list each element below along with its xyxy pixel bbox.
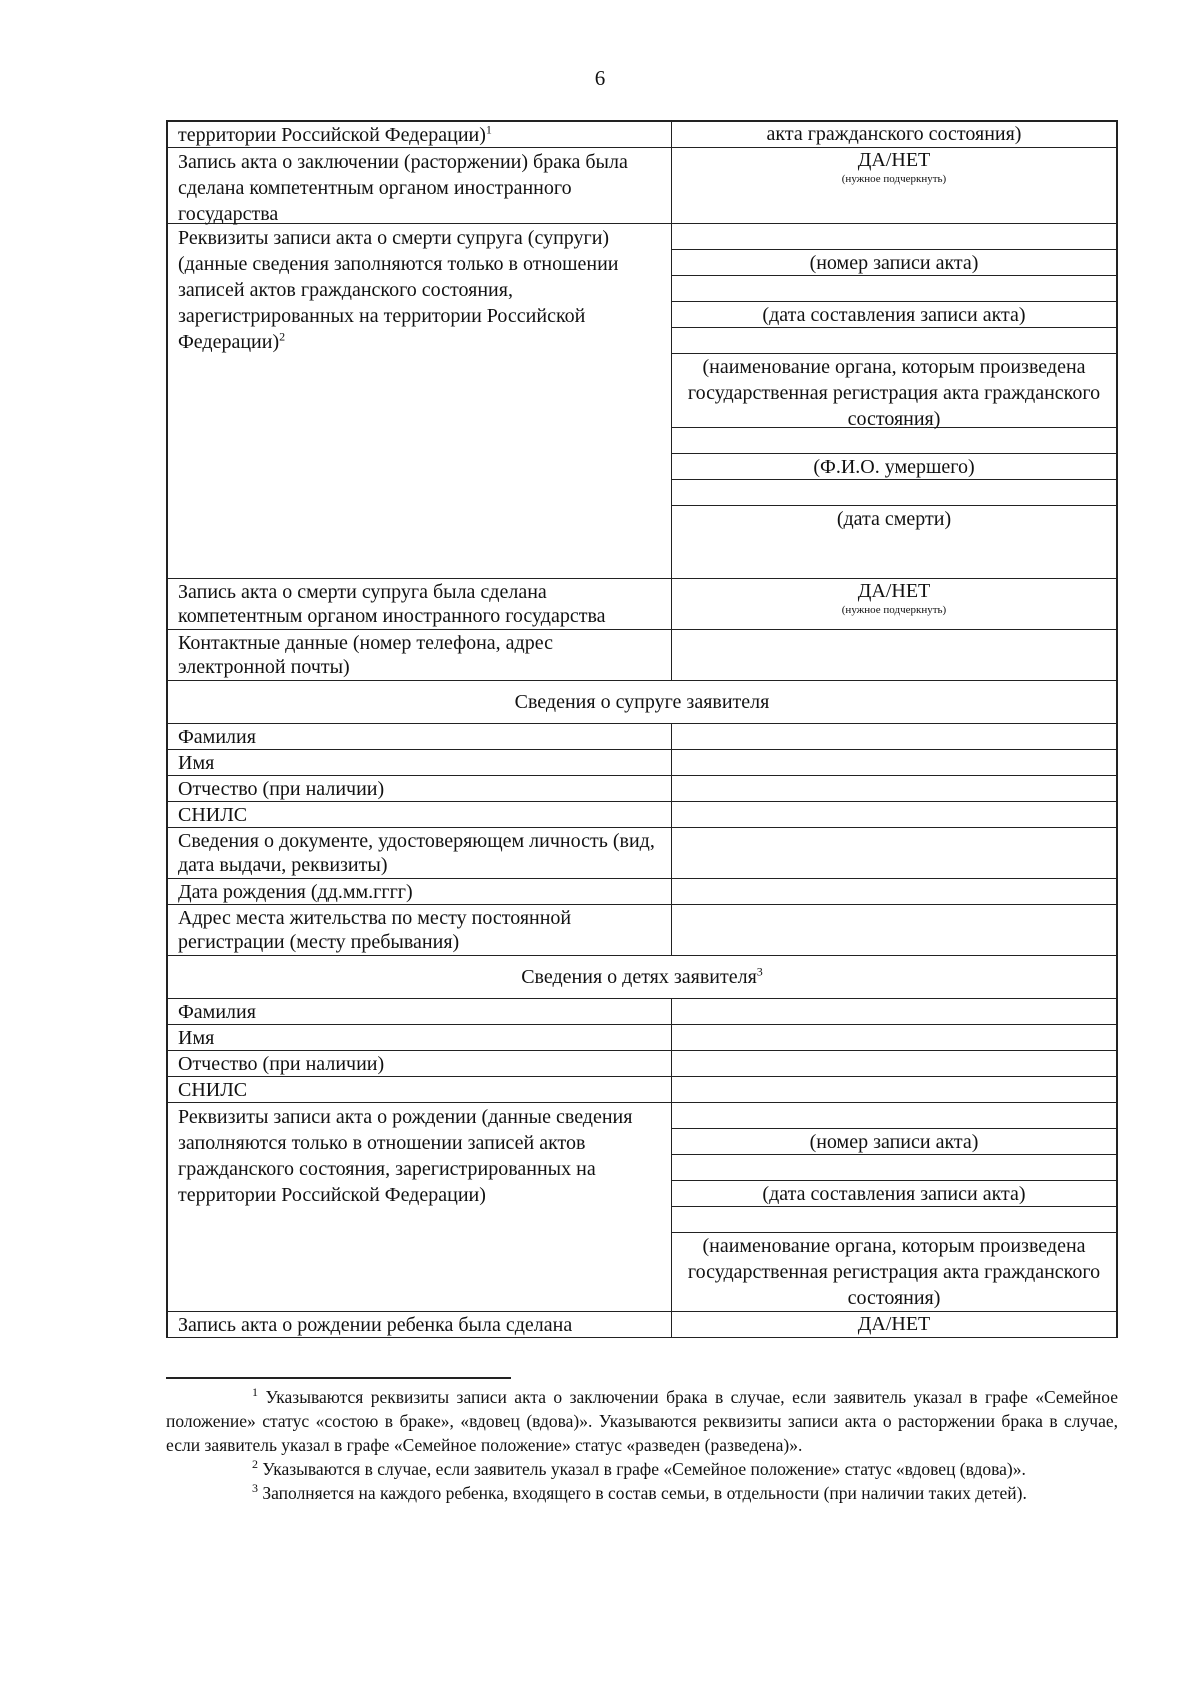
yes-no-label: ДА/НЕТ xyxy=(857,149,931,171)
table-row xyxy=(166,999,1118,1025)
field-caption: (номер записи акта) xyxy=(672,250,1116,276)
field-caption: (Ф.И.О. умершего) xyxy=(672,454,1116,480)
underline-note: (нужное подчеркнуть) xyxy=(841,604,947,616)
row-label: Отчество (при наличии) xyxy=(168,1051,672,1076)
footnote-ref-3: 3 xyxy=(756,964,763,979)
row-label-text: Реквизиты записи акта о смерти супруга (супруги) (данные сведения заполняются только в отношении записей актов гражданского состояния, зарегистрированных на территории Российской Федерации) xyxy=(178,227,619,353)
footnote-ref-2: 2 xyxy=(279,329,286,344)
row-label: Адрес места жительства по месту постоянной регистрации (месту пребывания) xyxy=(168,905,672,955)
row-label: Запись акта о заключении (расторжении) брака была сделана компетентным органом иностранного государства xyxy=(168,148,672,223)
table-row xyxy=(166,120,1118,148)
row-label: СНИЛС xyxy=(168,1077,672,1102)
row-label: Имя xyxy=(168,1025,672,1050)
footnote-number: 1 xyxy=(252,1385,258,1400)
table-row xyxy=(166,224,1118,579)
table-row xyxy=(166,1103,1118,1312)
row-label: Контактные данные (номер телефона, адрес электронной почты) xyxy=(168,630,672,680)
spouse-id-document-field[interactable] xyxy=(672,828,1116,878)
death-record-number-field[interactable] xyxy=(672,224,1116,250)
field-caption: (наименование органа, которым произведена государственная регистрация акта гражданского состояния) xyxy=(672,354,1116,428)
child-patronymic-field[interactable] xyxy=(672,1051,1116,1076)
footnote-text: Указываются в случае, если заявитель указал в графе «Семейное положение» статус «вдовец (вдова)». xyxy=(258,1459,1026,1479)
footnote-ref-1: 1 xyxy=(485,122,492,137)
row-label: Фамилия xyxy=(168,724,672,749)
table-row xyxy=(166,148,1118,224)
row-label: Запись акта о рождении ребенка была сделана xyxy=(168,1312,672,1337)
row-label-text: территории Российской Федерации) xyxy=(178,124,486,146)
row-label: Запись акта о смерти супруга была сделана компетентным органом иностранного государства xyxy=(168,579,672,629)
field-caption: (дата составления записи акта) xyxy=(672,302,1116,328)
spouse-section-heading: Сведения о супруге заявителя xyxy=(166,681,1118,724)
yes-no-cell[interactable] xyxy=(672,148,1116,223)
table-row xyxy=(166,828,1118,879)
birth-record-authority-field[interactable] xyxy=(672,1207,1116,1233)
form-table xyxy=(166,120,1118,1338)
contacts-field[interactable] xyxy=(672,630,1116,680)
table-row xyxy=(166,1051,1118,1077)
field-caption: (номер записи акта) xyxy=(672,1129,1116,1155)
birth-record-number-field[interactable] xyxy=(672,1103,1116,1129)
spouse-snils-field[interactable] xyxy=(672,802,1116,827)
page-number: 6 xyxy=(594,66,606,90)
table-row xyxy=(166,879,1118,905)
row-label: СНИЛС xyxy=(168,802,672,827)
yes-no-cell[interactable] xyxy=(672,579,1116,629)
spouse-surname-field[interactable] xyxy=(672,724,1116,749)
footnote-text: Заполняется на каждого ребенка, входящего в состав семьи, в отдельности (при наличии таких детей). xyxy=(258,1483,1027,1503)
spouse-address-field[interactable] xyxy=(672,905,1116,955)
birth-record-fields xyxy=(672,1103,1116,1311)
row-label: Дата рождения (дд.мм.гггг) xyxy=(168,879,672,904)
footnotes xyxy=(166,1385,1118,1505)
death-record-authority-field[interactable] xyxy=(672,328,1116,354)
table-row xyxy=(166,1312,1118,1338)
field-caption: (наименование органа, которым произведена государственная регистрация акта гражданского состояния) xyxy=(687,1235,1101,1309)
birth-record-date-field[interactable] xyxy=(672,1155,1116,1181)
table-row xyxy=(166,802,1118,828)
footnote-number: 3 xyxy=(252,1481,258,1496)
spouse-patronymic-field[interactable] xyxy=(672,776,1116,801)
footnote-3 xyxy=(166,1481,1118,1505)
row-label: Отчество (при наличии) xyxy=(168,776,672,801)
table-row xyxy=(166,630,1118,681)
death-record-fields xyxy=(672,224,1116,578)
row-value: акта гражданского состояния) xyxy=(766,123,1022,145)
death-date-field[interactable] xyxy=(672,480,1116,506)
underline-note: (нужное подчеркнуть) xyxy=(841,173,947,185)
row-label xyxy=(168,224,672,578)
footnote-separator xyxy=(166,1377,511,1379)
children-section-title: Сведения о детях заявителя xyxy=(521,966,757,988)
row-label xyxy=(168,122,672,147)
spouse-birth-date-field[interactable] xyxy=(672,879,1116,904)
table-row xyxy=(166,1077,1118,1103)
field-caption: (дата составления записи акта) xyxy=(672,1181,1116,1207)
footnote-number: 2 xyxy=(252,1457,258,1472)
footnote-text: Указываются реквизиты записи акта о заключении брака в случае, если заявитель указал в графе «Семейное положение» статус «состою в браке», «вдовец (вдова)». Указываются реквизиты записи акта о расторжении брака в случае, если заявитель указал в графе «Семейное положение» статус «разведен (разведена)». xyxy=(166,1387,1118,1455)
table-row xyxy=(166,750,1118,776)
table-row xyxy=(166,905,1118,956)
table-row xyxy=(166,724,1118,750)
death-record-date-field[interactable] xyxy=(672,276,1116,302)
table-row xyxy=(166,776,1118,802)
row-label: Имя xyxy=(168,750,672,775)
yes-no-label: ДА/НЕТ xyxy=(857,580,931,602)
row-label: Реквизиты записи акта о рождении (данные сведения заполняются только в отношении записей актов гражданского состояния, зарегистрированных на территории Российской Федерации) xyxy=(168,1103,672,1311)
footnote-1 xyxy=(166,1385,1118,1457)
children-section-heading xyxy=(166,956,1118,999)
row-label: Фамилия xyxy=(168,999,672,1024)
row-label: Сведения о документе, удостоверяющем личность (вид, дата выдачи, реквизиты) xyxy=(168,828,672,878)
child-snils-field[interactable] xyxy=(672,1077,1116,1102)
table-row xyxy=(166,1025,1118,1051)
spouse-name-field[interactable] xyxy=(672,750,1116,775)
field-caption: (дата смерти) xyxy=(836,508,952,530)
footnote-2 xyxy=(166,1457,1118,1481)
child-name-field[interactable] xyxy=(672,1025,1116,1050)
yes-no-cell[interactable]: ДА/НЕТ xyxy=(857,1313,931,1335)
table-row xyxy=(166,579,1118,630)
child-surname-field[interactable] xyxy=(672,999,1116,1024)
